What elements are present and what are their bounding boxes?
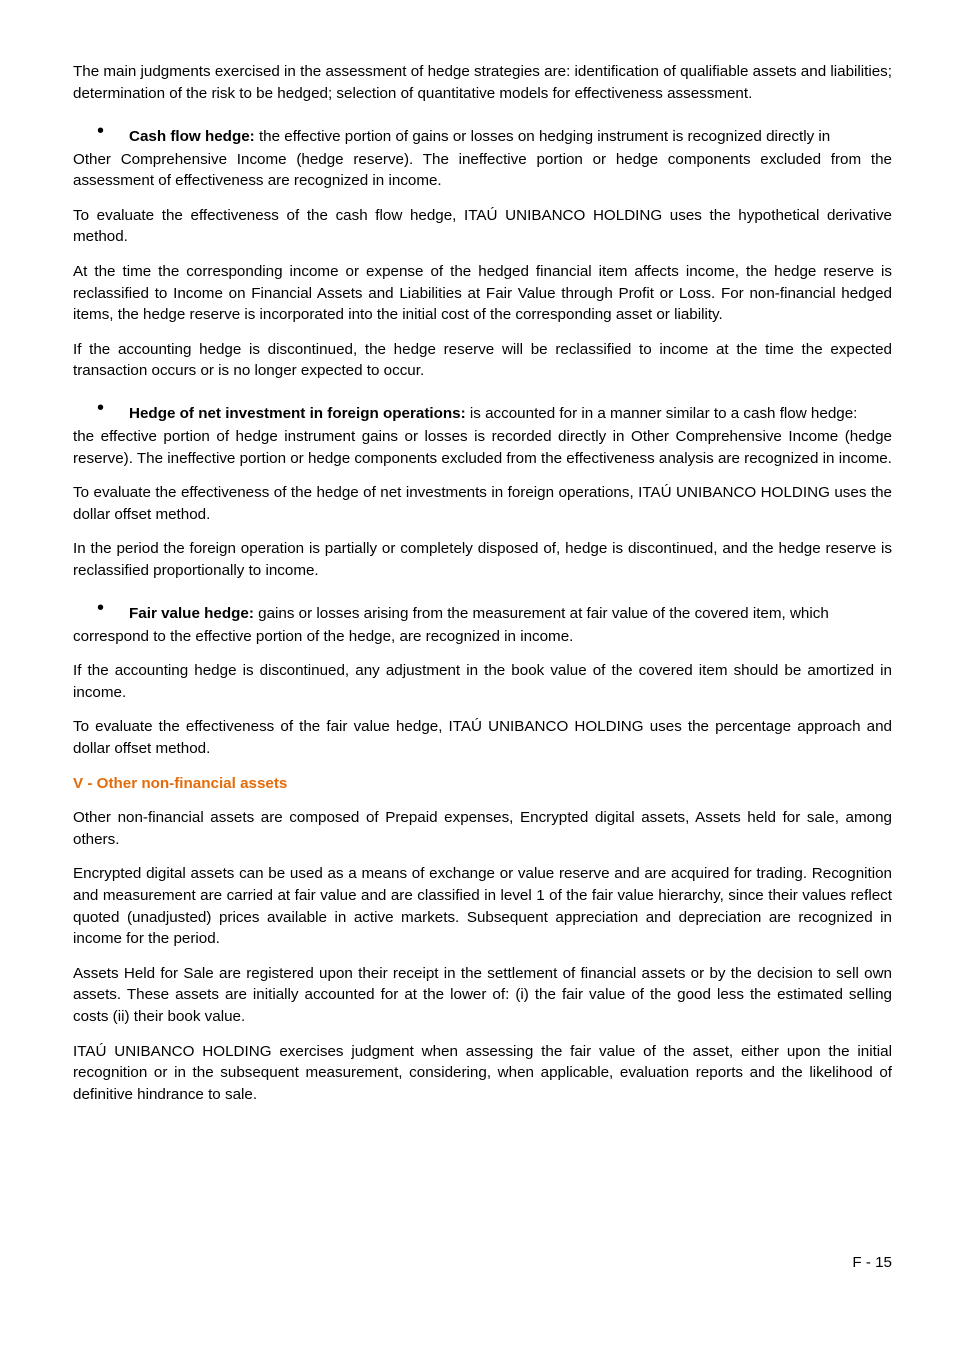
cash-flow-hedge-first-line [73,119,892,149]
cash-flow-hedge-bullet [73,119,892,193]
net-investment-hedge-method-paragraph: To evaluate the effectiveness of the hedge of net investments in foreign operations, ITAÚ UNIBANCO HOLDING uses the dollar offset method. [73,484,892,524]
intro-paragraph: The main judgments exercised in the assessment of hedge strategies are: identification of qualifiable assets and liabilities; determination of the risk to be hedged; selection of quantitative models for effectiveness assessment. [73,63,892,102]
net-investment-hedge-disposed-paragraph: In the period the foreign operation is partially or completely disposed of, hedge is discontinued, and the hedge reserve is reclassified proportionally to income. [73,540,892,580]
fair-value-judgment-paragraph: ITAÚ UNIBANCO HOLDING exercises judgment when assessing the fair value of the asset, either upon the initial recognition or in the subsequent measurement, considering, when applicable, evaluation reports and the likelihood of definitive hindrance to sale. [73,1042,892,1104]
net-investment-hedge-label: Hedge of net investment in foreign operations: [129,405,466,423]
cash-flow-hedge-label: Cash flow hedge: [129,127,255,145]
cash-flow-hedge-method-paragraph: To evaluate the effectiveness of the cash flow hedge, ITAÚ UNIBANCO HOLDING uses the hypothetical derivative method. [73,206,892,246]
net-investment-hedge-first-text: is accounted for in a manner similar to a cash flow hedge: [465,405,858,423]
net-investment-hedge-bullet [73,397,892,470]
assets-held-for-sale-paragraph: Assets Held for Sale are registered upon their receipt in the settlement of financial assets or by the decision to sell own assets. These assets are initially accounted for at the lower of: (i) the fair value of the good less the estimated selling costs (ii) their book value. [73,964,892,1026]
net-investment-hedge-continuation: the effective portion of hedge instrument gains or losses is recorded directly in Other Comprehensive Income (hedge reserve). The ineffective portion or hedge components excluded from the effectiveness analysis are recognized in income. [73,428,892,468]
cash-flow-hedge-first-text: the effective portion of gains or losses on hedging instrument is recognized directly in [254,127,831,145]
cash-flow-hedge-discontinued-paragraph: If the accounting hedge is discontinued, the hedge reserve will be reclassified to income at the time the expected transaction occurs or is no longer expected to occur. [73,340,892,380]
fair-value-hedge-continuation: correspond to the effective portion of the hedge, are recognized in income. [73,628,574,646]
page-number: F - 15 [852,1254,892,1271]
section-heading-other-non-financial-assets: V - Other non-financial assets [73,774,288,792]
bullet-icon: • [97,597,105,620]
net-investment-hedge-first-line [73,397,892,426]
bullet-icon: • [97,397,105,420]
fair-value-hedge-first-text: gains or losses arising from the measurement at fair value of the covered item, which [253,605,829,623]
cash-flow-hedge-continuation: Other Comprehensive Income (hedge reserve). The ineffective portion or hedge components excluded from the assessment of effectiveness are recognized in income. [73,150,892,190]
fair-value-hedge-bullet [73,597,892,648]
fair-value-hedge-first-line [73,597,892,626]
document-body [73,61,892,1118]
fair-value-hedge-discontinued-paragraph: If the accounting hedge is discontinued, any adjustment in the book value of the covered item should be amortized in income. [73,662,892,702]
encrypted-digital-assets-paragraph: Encrypted digital assets can be used as a means of exchange or value reserve and are acquired for trading. Recognition and measurement are carried at fair value and are classified in level 1 of the fair value hierarchy, since their values reflect quoted (unadjusted) prices available in active markets. Subsequent appreciation and depreciation are recognized in income for the period. [73,864,892,948]
bullet-icon: • [97,119,105,142]
cash-flow-hedge-reclass-paragraph: At the time the corresponding income or expense of the hedged financial item affects income, the hedge reserve is reclassified to Income on Financial Assets and Liabilities at Fair Value through Profit or Loss. For non-financial hedged items, the hedge reserve is incorporated into the initial cost of the corresponding asset or liability. [73,262,892,324]
non-financial-assets-composition-paragraph: Other non-financial assets are composed of Prepaid expenses, Encrypted digital assets, Assets held for sale, among others. [73,808,892,848]
fair-value-hedge-label: Fair value hedge: [129,605,254,623]
fair-value-hedge-method-paragraph: To evaluate the effectiveness of the fair value hedge, ITAÚ UNIBANCO HOLDING uses the percentage approach and dollar offset method. [73,718,892,758]
